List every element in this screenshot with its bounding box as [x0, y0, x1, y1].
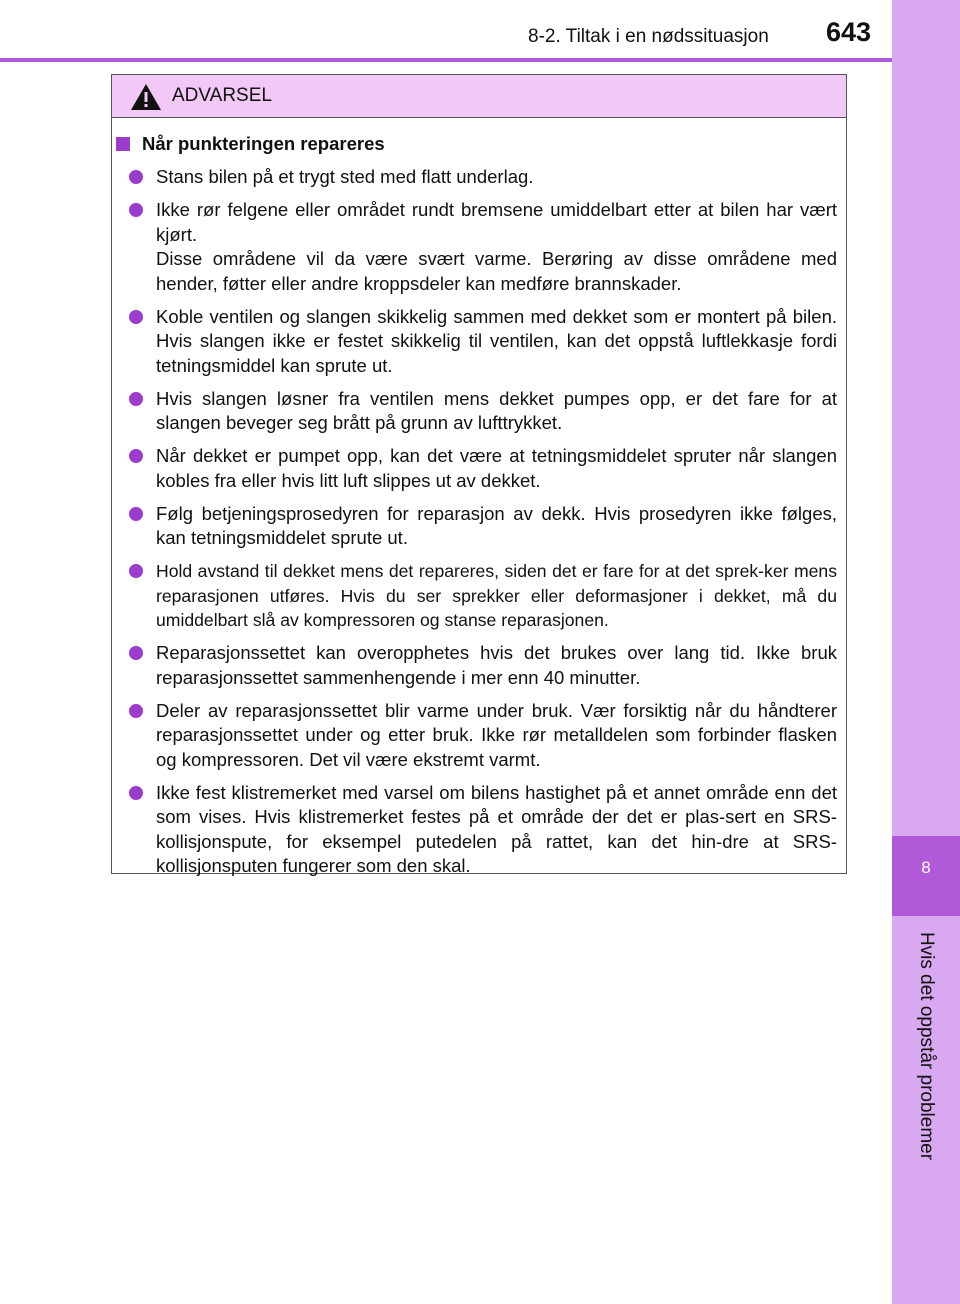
bullet-icon — [129, 786, 143, 800]
bullet-icon — [129, 310, 143, 324]
warning-triangle-icon — [130, 83, 162, 111]
warning-content — [112, 131, 845, 887]
list-item — [112, 781, 845, 879]
list-item — [112, 165, 845, 190]
bullet-icon — [129, 507, 143, 521]
bullet-icon — [129, 203, 143, 217]
section-title-text: Når punkteringen repareres — [142, 133, 385, 154]
bullet-icon — [129, 704, 143, 718]
list-item — [112, 198, 845, 296]
list-item — [112, 641, 845, 690]
list-item-text: Når dekket er pumpet opp, kan det være at tetningsmiddelet spruter når slangen kobles fra eller hvis litt luft slippes ut av dekket. — [156, 445, 837, 491]
warning-section-title — [112, 131, 845, 157]
list-item-text: Stans bilen på et trygt sted med flatt underlag. — [156, 166, 534, 187]
list-item-text: Koble ventilen og slangen skikkelig sammen med dekket som er montert på bilen. Hvis slangen ikke er festet skikkelig til ventilen, kan det oppstå luftlekkasje fordi tetningsmiddel kan sprute ut. — [156, 305, 837, 376]
bullet-icon — [129, 564, 143, 578]
chapter-number-tab: 8 — [892, 836, 960, 916]
list-item-text: Deler av reparasjonssettet blir varme under bruk. Vær forsiktig når du håndterer reparasjonssettet under og etter bruk. Ikke rør metalldelen som forbinder flasken og kompressoren. Det vil være ekstremt varmt. — [156, 699, 837, 770]
warning-header — [112, 75, 846, 118]
bullet-icon — [129, 392, 143, 406]
bullet-icon — [129, 449, 143, 463]
list-item-text: Ikke rør felgene eller området rundt bremsene umiddelbart etter at bilen har vært kjørt. — [156, 199, 837, 245]
list-item — [112, 387, 845, 436]
list-item-text: Reparasjonssettet kan overopphetes hvis det brukes over lang tid. Ikke bruk reparasjonssettet sammenhengende i mer enn 40 minutter. — [156, 642, 837, 688]
list-item — [112, 444, 845, 493]
list-item-text: Hold avstand til dekket mens det repareres, siden det er fare for at det sprek-ker mens reparasjonen utføres. Hvis du ser sprekker eller deformasjoner i dekket, må du umiddelbart slå av kompressoren og stanse reparasjonen. — [156, 561, 837, 630]
list-item — [112, 502, 845, 551]
list-item-text: Disse områdene vil da være svært varme. Berøring av disse områdene med hender, føtter eller andre kroppsdeler kan medføre brannskader. — [156, 248, 837, 294]
list-item — [112, 559, 845, 633]
list-item-text: Ikke fest klistremerket med varsel om bilens hastighet på et annet område enn det som vises. Hvis klistremerket festes på et område der det er plas-sert en SRS-kollisjonspute, for eksempel putedelen på rattet, kan det hin-dre at SRS-kollisjonsputen fungerer som den skal. — [156, 781, 837, 876]
list-item-text: Hvis slangen løsner fra ventilen mens dekket pumpes opp, er det fare for at slangen beveger seg brått på grunn av lufttrykket. — [156, 387, 837, 433]
list-item — [112, 699, 845, 773]
bullet-icon — [129, 170, 143, 184]
header-divider — [0, 58, 892, 62]
bullet-icon — [129, 646, 143, 660]
chapter-title-text: Hvis det oppstår problemer — [916, 931, 937, 1161]
list-item-text: Følg betjeningsprosedyren for reparasjon av dekk. Hvis prosedyren ikke følges, kan tetningsmiddelet sprute ut. — [156, 502, 837, 548]
warning-box — [111, 74, 847, 874]
list-item — [112, 305, 845, 379]
warning-title: ADVARSEL — [172, 85, 272, 106]
page-number: 643 — [826, 17, 872, 47]
header-section-title: 8-2. Tiltak i en nødssituasjon — [528, 26, 769, 47]
square-bullet-icon — [116, 137, 130, 151]
